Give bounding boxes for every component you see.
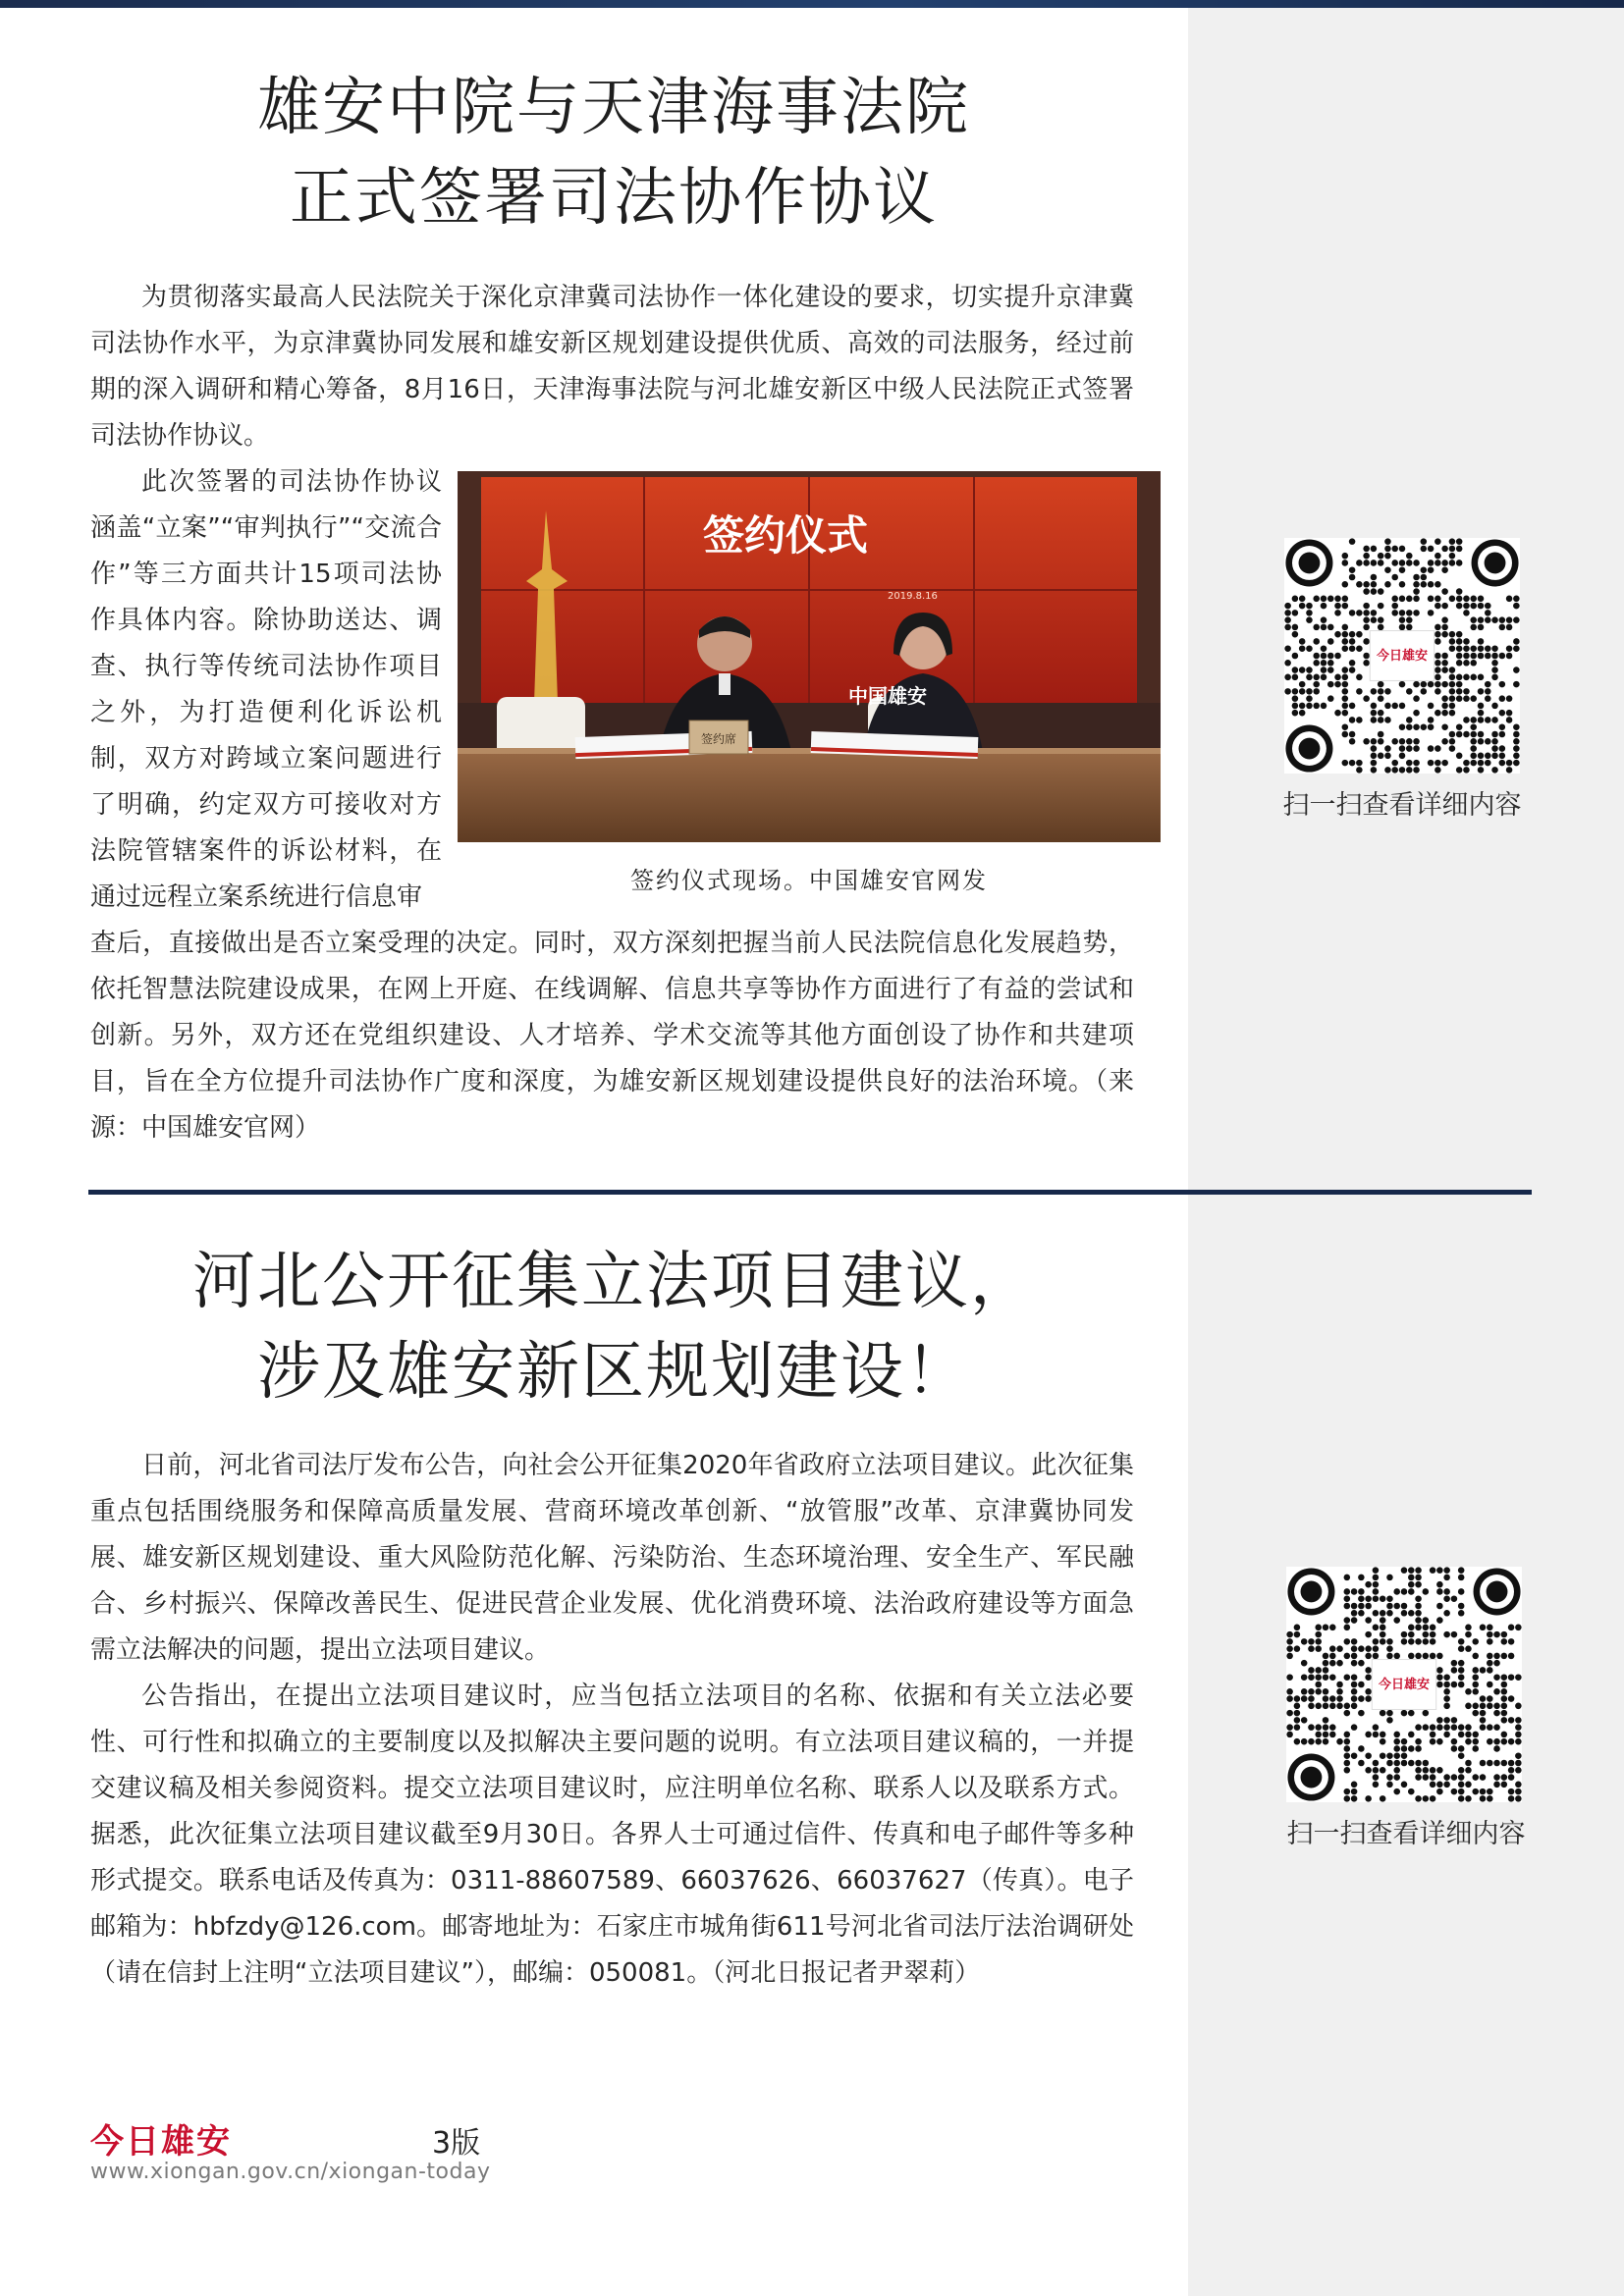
nameplate-text: 签约席	[700, 732, 737, 746]
article2-title-line1: 河北公开征集立法项目建议，	[192, 1246, 1035, 1318]
photo-caption: 签约仪式现场。中国雄安官网发	[630, 867, 988, 894]
screen-date-text: 2019.8.16	[888, 591, 938, 602]
article2-headline	[88, 1237, 1139, 1417]
article2-paragraph-2: 公告指出，在提出立法项目建议时，应当包括立法项目的名称、依据和有关立法必要性、可行性和拟确立的主要制度以及拟解决主要问题的说明。有立法项目建议稿的，一并提交建议稿及相关参阅资料。提交立法项目建议时，应注明单位名称、联系人以及联系方式。据悉，此次征集立法项目建议截至9月30日。各界人士可通过信件、传真和电子邮件等多种形式提交。联系电话及传真为：0311-88607589、66037626、66037627（传真）。电子邮箱为：hbfzdy@126.com。邮寄地址为：石家庄市城角街611号河北省司法厅法治调研处（请在信封上注明“立法项目建议”），邮编：050081。（河北日报记者尹翠莉）	[90, 1682, 1134, 1988]
article1-paragraph-1: 为贯彻落实最高人民法院关于深化京津冀司法协作一体化建设的要求，切实提升京津冀司法协作水平，为京津冀协同发展和雄安新区规划建设提供优质、高效的司法服务，经过前期的深入调研和精心筹备，8月16日，天津海事法院与河北雄安新区中级人民法院正式签署司法协作协议。	[90, 283, 1134, 451]
photo-watermark: 中国雄安	[848, 684, 927, 708]
article1-title-line1: 雄安中院与天津海事法院	[257, 72, 970, 144]
article2-paragraph-1: 日前，河北省司法厅发布公告，向社会公开征集2020年省政府立法项目建议。此次征集重点包括围绕服务和保障高质量发展、营商环境改革创新、“放管服”改革、京津冀协同发展、雄安新区规划建设、重大风险防范化解、污染防治、生态环境治理、安全生产、军民融合、乡村振兴、保障改善民生、促进民营企业发展、优化消费环境、法治政府建设等方面急需立法解决的问题，提出立法项目建议。	[90, 1451, 1134, 1665]
qr-code-2[interactable]	[1286, 1567, 1522, 1802]
top-accent-bar	[0, 0, 1624, 8]
article2-title-line2: 涉及雄安新区规划建设！	[257, 1336, 970, 1409]
article1-paragraph-2-wrap: 此次签署的司法协作协议涵盖“立案”“审判执行”“交流合作”等三方面共计15项司法协作具体内容。除协助送达、调查、执行等传统司法协作项目之外，为打造便利化诉讼机制，双方对跨域立案问题进行了明确，约定双方可接收对方法院管辖案件的诉讼材料，在通过远程立案系统进行信息审	[90, 467, 442, 912]
right-sidebar	[1188, 8, 1624, 2296]
footer-brand-logo: 今日雄安	[90, 2122, 232, 2162]
qr-center-logo: 今日雄安	[1376, 649, 1429, 664]
screen-title-text: 签约仪式	[702, 511, 869, 560]
footer-url[interactable]: www.xiongan.gov.cn/xiongan-today	[90, 2160, 491, 2184]
section-divider	[88, 1190, 1532, 1195]
qr-code-1[interactable]	[1284, 538, 1520, 774]
qr-code-2-label: 扫一扫查看详细内容	[1286, 1819, 1526, 1849]
qr-code-1-label: 扫一扫查看详细内容	[1282, 790, 1522, 821]
qr-center-logo: 今日雄安	[1378, 1678, 1431, 1692]
signing-ceremony-photo	[458, 471, 1161, 842]
article1-title-line2: 正式签署司法协作协议	[290, 162, 938, 235]
article1-paragraph-2-continued: 查后，直接做出是否立案受理的决定。同时，双方深刻把握当前人民法院信息化发展趋势，依托智慧法院建设成果，在网上开庭、在线调解、信息共享等协作方面进行了有益的尝试和创新。另外，双方还在党组织建设、人才培养、学术交流等其他方面创设了协作和共建项目，旨在全方位提升司法协作广度和深度，为雄安新区规划建设提供良好的法治环境。（来源：中国雄安官网）	[90, 929, 1134, 1143]
page-number: 3版	[432, 2126, 481, 2161]
article1-headline	[88, 63, 1139, 243]
